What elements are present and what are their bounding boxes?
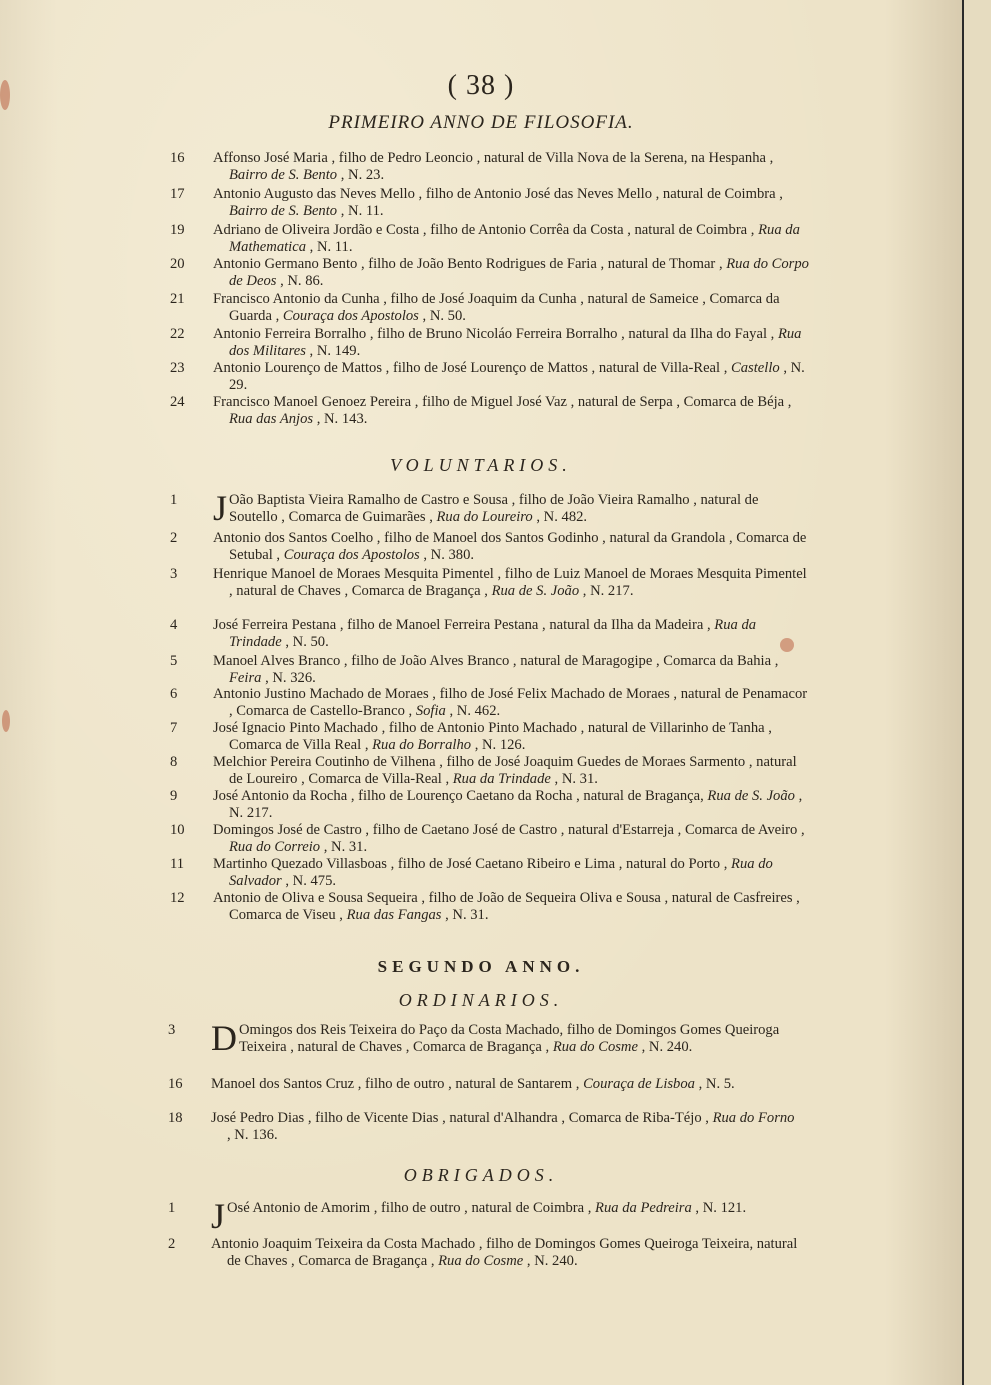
entry-number: 16 xyxy=(168,1076,183,1092)
entry-number: 7 xyxy=(170,720,178,736)
entry-text xyxy=(213,150,810,184)
facing-page-edge xyxy=(964,0,991,1385)
entry-text xyxy=(213,720,810,754)
entry-street: Rua da Trindade xyxy=(452,770,551,787)
list-item xyxy=(170,890,810,924)
entry-street: Rua do Forno xyxy=(712,1110,795,1126)
entry-description: Antonio Lourenço de Mattos , filho de José Lourenço de Mattos , natural de Villa-Real , xyxy=(213,360,732,376)
entry-number: 2 xyxy=(168,1236,176,1252)
list-item xyxy=(170,686,810,720)
entry-number: 16 xyxy=(170,150,185,166)
entry-number: 6 xyxy=(170,686,178,702)
entry-description: Oão Baptista Vieira Ramalho de Castro e Sousa , filho de João Vieira Ramalho , natural de Soutello , Comarca de Guimarães , xyxy=(229,492,759,525)
list-item xyxy=(170,617,810,651)
entry-house-number: , N. 240. xyxy=(637,1038,693,1055)
entry-text xyxy=(213,890,810,924)
entry-description: Affonso José Maria , filho de Pedro Leoncio , natural de Villa Nova de la Serena, na Hespanha , xyxy=(213,150,774,166)
entry-description: Antonio Germano Bento , filho de João Bento Rodrigues de Faria , natural de Thomar , xyxy=(213,256,727,272)
entry-street: Rua de S. João xyxy=(491,582,580,599)
list-item xyxy=(170,530,810,564)
entry-number: 3 xyxy=(170,566,178,582)
entry-description: Antonio Augusto das Neves Mello , filho de Antonio José das Neves Mello , natural de Coimbra , xyxy=(213,186,783,202)
entry-house-number: , N. 29. xyxy=(229,360,805,393)
entry-house-number: , N. 482. xyxy=(532,508,588,525)
entry-description: Domingos José de Castro , filho de Caetano José de Castro , natural d'Estarreja , Comarca de Aveiro , xyxy=(213,822,805,838)
entry-description: Adriano de Oliveira Jordão e Costa , filho de Antonio Corrêa da Costa , natural de Coimbra , xyxy=(213,222,759,238)
entry-description: Manoel dos Santos Cruz , filho de outro , natural de Santarem , xyxy=(211,1076,584,1092)
entry-street: Rua das Anjos xyxy=(229,410,314,427)
list-item xyxy=(170,222,810,256)
entry-street: Rua da Pedreira xyxy=(595,1200,692,1216)
entry-description: José Antonio da Rocha , filho de Lourenço Caetano da Rocha , natural de Bragança, xyxy=(213,788,708,804)
drop-capital: J xyxy=(211,1196,226,1236)
entry-house-number: , N. 217. xyxy=(229,788,803,821)
entry-text xyxy=(213,394,810,428)
entry-text xyxy=(213,617,810,651)
entry-text xyxy=(213,530,810,564)
entry-house-number: , N. 326. xyxy=(261,669,316,686)
entry-text xyxy=(213,256,810,290)
entry-description: Francisco Manoel Genoez Pereira , filho de Miguel José Vaz , natural de Serpa , Comarca de Béja , xyxy=(213,394,792,410)
list-item xyxy=(168,1018,798,1058)
entry-description: Osé Antonio de Amorim , filho de outro , natural de Coimbra , xyxy=(227,1200,596,1216)
entry-number: 9 xyxy=(170,788,178,804)
entry-house-number: , N. 136. xyxy=(227,1126,278,1143)
entry-house-number: , N. 143. xyxy=(313,410,368,427)
section-title-segundo: SEGUNDO ANNO. xyxy=(377,957,585,976)
entry-street: Rua do Corpo de Deos xyxy=(229,256,809,289)
section-title-obrigados: OBRIGADOS. xyxy=(403,1165,559,1185)
entry-street: Bairro de S. Bento xyxy=(229,202,338,219)
entry-house-number: , N. 121. xyxy=(691,1200,747,1216)
entry-number: 24 xyxy=(170,394,185,410)
entry-house-number: , N. 31. xyxy=(550,770,598,787)
section-title-primeiro: PRIMEIRO ANNO DE FILOSOFIA. xyxy=(328,112,634,133)
entry-text xyxy=(211,1018,798,1058)
entry-house-number: , N. 50. xyxy=(281,633,329,650)
entry-street: Rua do Borralho xyxy=(372,736,472,753)
entry-text xyxy=(213,326,810,360)
entry-number: 23 xyxy=(170,360,185,376)
entry-house-number: , N. 86. xyxy=(276,272,324,289)
entry-house-number: , N. 31. xyxy=(320,838,368,855)
entry-street: Sofia xyxy=(415,702,446,719)
list-item xyxy=(170,822,810,856)
entry-text xyxy=(213,822,810,856)
entry-number: 20 xyxy=(170,256,185,272)
entry-text xyxy=(213,754,810,788)
entry-description: Manoel Alves Branco , filho de João Alves Branco , natural de Maragogipe , Comarca da Bahia , xyxy=(213,653,779,669)
entry-text xyxy=(213,291,810,325)
entry-description: Antonio Joaquim Teixeira da Costa Machado , filho de Domingos Gomes Queiroga Teixeira, natural de Chaves , Comarca de Bragança , xyxy=(211,1236,798,1269)
entry-description: Henrique Manoel de Moraes Mesquita Pimentel , filho de Luiz Manoel de Moraes Mesquita Pimentel , natural de Chaves , Comarca de Bragança , xyxy=(213,566,807,599)
entry-street: Bairro de S. Bento xyxy=(229,166,338,183)
entry-house-number: , N. 126. xyxy=(471,736,526,753)
entry-text xyxy=(211,1236,798,1270)
entry-house-number: , N. 23. xyxy=(337,166,385,183)
page-number: ( 38 ) xyxy=(447,70,515,101)
list-item xyxy=(170,394,810,428)
entry-street: Feira xyxy=(229,669,262,686)
entry-number: 10 xyxy=(170,822,185,838)
list-item xyxy=(168,1110,798,1144)
section-title-ordinarios: ORDINARIOS. xyxy=(398,990,564,1010)
list-item xyxy=(170,566,810,600)
drop-capital: D xyxy=(211,1018,237,1058)
entry-text xyxy=(213,856,810,890)
list-item xyxy=(170,186,810,220)
entry-text xyxy=(213,222,810,256)
entry-street: Rua de S. João xyxy=(707,788,795,804)
entry-street: Couraça dos Apostolos xyxy=(283,546,420,563)
entry-house-number: , N. 462. xyxy=(445,702,501,719)
entry-number: 3 xyxy=(168,1022,176,1038)
entry-street: Rua dos Militares xyxy=(229,326,802,359)
entry-number: 21 xyxy=(170,291,185,307)
entry-house-number: , N. 380. xyxy=(419,546,475,563)
list-item xyxy=(170,150,810,184)
entry-house-number: , N. 11. xyxy=(306,238,353,255)
entry-number: 5 xyxy=(170,653,178,669)
entry-house-number: , N. 217. xyxy=(579,582,634,599)
list-item xyxy=(168,1236,798,1270)
list-item xyxy=(170,256,810,290)
drop-capital: J xyxy=(213,488,228,528)
entry-house-number: , N. 240. xyxy=(523,1252,578,1269)
list-item xyxy=(168,1076,798,1093)
list-item xyxy=(170,720,810,754)
list-item xyxy=(170,360,810,394)
entry-description: Antonio de Oliva e Sousa Sequeira , filho de João de Sequeira Oliva e Sousa , natural de Casfreires , Comarca de Viseu , xyxy=(213,890,800,923)
entry-house-number: , N. 5. xyxy=(694,1076,735,1092)
entry-description: Antonio Justino Machado de Moraes , filho de José Felix Machado de Moraes , natural de Penamacor , Comarca de Castello-Branco , xyxy=(213,686,808,719)
entry-description: Francisco Antonio da Cunha , filho de José Joaquim da Cunha , natural de Sameice , Comarca da Guarda , xyxy=(213,291,780,324)
entry-house-number: , N. 149. xyxy=(305,342,361,359)
entry-number: 8 xyxy=(170,754,178,770)
list-item xyxy=(170,488,810,528)
entry-number: 4 xyxy=(170,617,178,633)
entry-number: 17 xyxy=(170,186,185,202)
entry-house-number: , N. 31. xyxy=(441,906,489,923)
list-item xyxy=(170,788,810,822)
entry-text xyxy=(213,788,810,822)
entry-text xyxy=(213,653,810,687)
list-item xyxy=(170,856,810,890)
entry-number: 12 xyxy=(170,890,185,906)
entry-street: Rua do Loureiro xyxy=(436,508,533,525)
entry-house-number: , N. 475. xyxy=(281,872,337,889)
entry-number: 22 xyxy=(170,326,185,342)
entry-text xyxy=(211,1076,798,1093)
entry-street: Couraça dos Apostolos xyxy=(282,307,419,324)
entry-street: Rua do Correio xyxy=(229,838,321,855)
section-title-voluntarios: VOLUNTARIOS. xyxy=(390,455,572,475)
list-item xyxy=(170,291,810,325)
entry-text xyxy=(213,186,810,220)
stain-mark xyxy=(2,710,10,732)
entry-number: 19 xyxy=(170,222,185,238)
entry-text xyxy=(213,686,810,720)
list-item xyxy=(170,653,810,687)
entry-text xyxy=(211,1110,798,1144)
entry-text xyxy=(213,488,810,528)
entry-street: Rua do Cosme xyxy=(438,1252,524,1269)
entry-street: Couraça de Lisboa xyxy=(583,1076,695,1092)
entry-number: 1 xyxy=(168,1200,176,1216)
entry-street: Rua da Trindade xyxy=(229,617,757,650)
entry-number: 18 xyxy=(168,1110,183,1126)
list-item xyxy=(168,1196,798,1236)
entry-description: Melchior Pereira Coutinho de Vilhena , filho de José Joaquim Guedes de Moraes Sarmento , natural de Loureiro , Comarca de Villa-Real , xyxy=(213,754,797,787)
entry-description: José Ignacio Pinto Machado , filho de Antonio Pinto Machado , natural de Villarinho de Tanha , Comarca de Villa Real , xyxy=(213,720,772,753)
entry-street: Rua do Salvador xyxy=(229,856,773,889)
entry-street: Rua do Cosme xyxy=(552,1038,638,1055)
entry-description: Martinho Quezado Villasboas , filho de José Caetano Ribeiro e Lima , natural do Porto , xyxy=(213,856,732,872)
entry-description: Antonio dos Santos Coelho , filho de Manoel dos Santos Godinho , natural da Grandola , Comarca de Setubal , xyxy=(213,530,807,563)
list-item xyxy=(170,326,810,360)
entry-street: Castello xyxy=(731,360,780,376)
entry-text xyxy=(213,566,810,600)
list-item xyxy=(170,754,810,788)
entry-description: José Pedro Dias , filho de Vicente Dias , natural d'Alhandra , Comarca de Riba-Téjo , xyxy=(211,1110,713,1126)
entry-text xyxy=(211,1196,798,1236)
entry-street: Rua das Fangas xyxy=(346,906,442,923)
entry-number: 11 xyxy=(170,856,185,872)
entry-number: 1 xyxy=(170,492,178,508)
entry-house-number: , N. 50. xyxy=(418,307,466,324)
entry-house-number: , N. 11. xyxy=(337,202,384,219)
entry-description: José Ferreira Pestana , filho de Manoel Ferreira Pestana , natural da Ilha da Madeira , xyxy=(213,617,715,633)
entry-description: Antonio Ferreira Borralho , filho de Bruno Nicoláo Ferreira Borralho , natural da Ilha do Fayal , xyxy=(213,326,778,342)
entry-description: Omingos dos Reis Teixeira do Paço da Costa Machado, filho de Domingos Gomes Queiroga Teixeira , natural de Chaves , Comarca de Bragança , xyxy=(239,1022,780,1055)
entry-street: Rua da Mathematica xyxy=(229,222,800,255)
entry-number: 2 xyxy=(170,530,178,546)
entry-text xyxy=(213,360,810,394)
